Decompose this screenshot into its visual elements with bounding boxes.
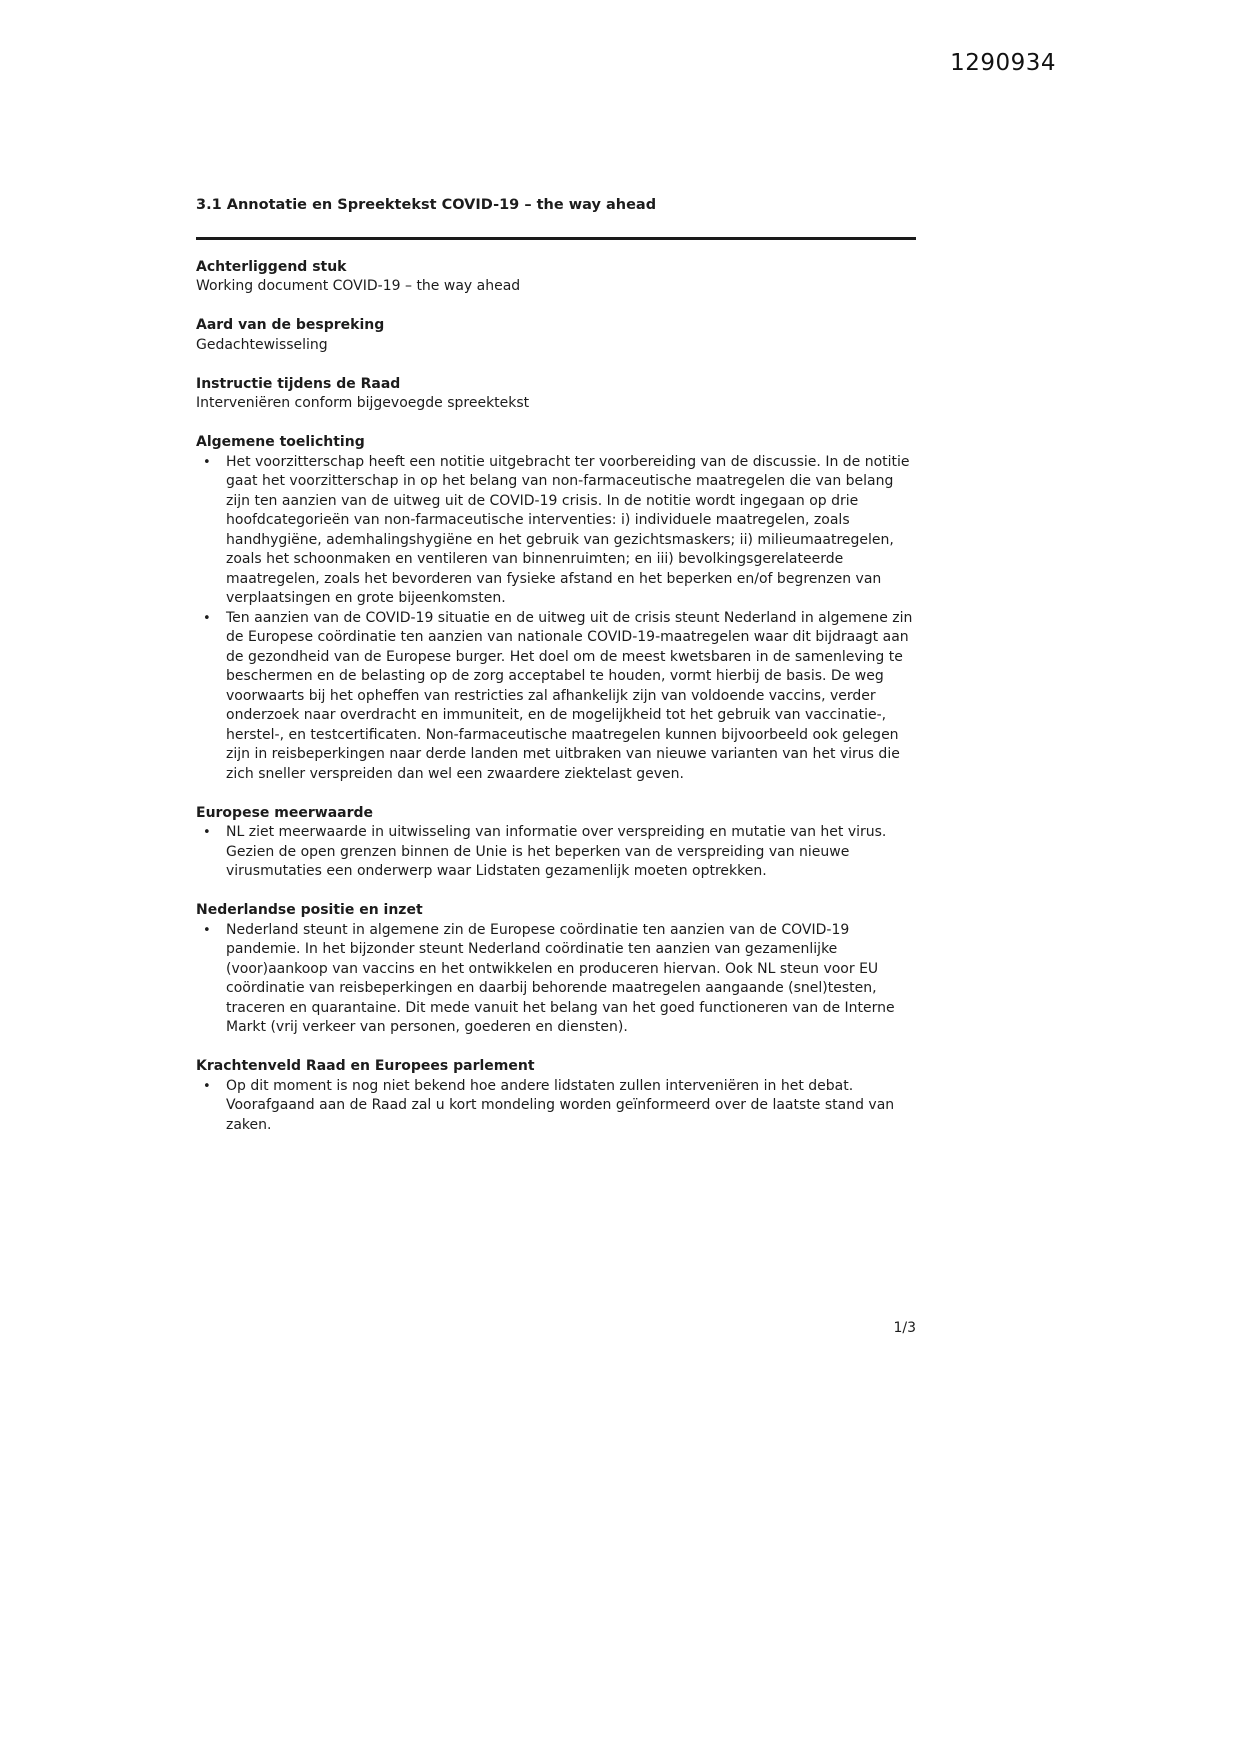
section-krachtenveld-raad-en-europees-parlement [196, 1057, 916, 1135]
list-item [196, 609, 916, 785]
list-item [196, 1077, 916, 1136]
section-body: Gedachtewisseling [196, 336, 328, 353]
bullet-list [196, 921, 916, 1038]
bullet-list [196, 1077, 916, 1136]
section-achterliggend-stuk [196, 258, 916, 297]
section-instructie-tijdens-de-raad [196, 375, 916, 414]
section-heading: Aard van de bespreking [196, 317, 385, 333]
bullet-text: Ten aanzien van de COVID-19 situatie en de uitweg uit de crisis steunt Nederland in algemene zin de Europese coördinatie ten aanzien van nationale COVID-19-maatregelen waar dit bijdraagt aan de gezondheid van de Europese burger. Het doel om de meest kwetsbaren in de samenleving te beschermen en de belasting op de zorg acceptabel te houden, vormt hierbij de basis. De weg voorwaarts bij het opheffen van restricties zal afhankelijk zijn van voldoende vaccins, verder onderzoek naar overdracht en immuniteit, en de mogelijkheid tot het gebruik van vaccinatie-, herstel-, en testcertificaten. Non-farmaceutische maatregelen kunnen bijvoorbeeld ook gelegen zijn in reisbeperkingen naar derde landen met uitbraken van nieuwe varianten van het virus die zich sneller verspreiden dan wel een zwaardere ziektelast geven. [226, 609, 913, 782]
bullet-text: Het voorzitterschap heeft een notitie uitgebracht ter voorbereiding van de discussie. In de notitie gaat het voorzitterschap in op het belang van non-farmaceutische maatregelen die van belang zijn ten aanzien van de uitweg uit de COVID-19 crisis. In de notitie wordt ingegaan op drie hoofdcategorieën van non-farmaceutische interventies: i) individuele maatregelen, zoals handhygiëne, ademhalingshygiëne en het gebruik van gezichtsmaskers; ii) milieumaatregelen, zoals het schoonmaken en ventileren van binnenruimten; en iii) bevolkingsgerelateerde maatregelen, zoals het bevorderen van fysieke afstand en het beperken en/of begrenzen van verplaatsingen en grote bijeenkomsten. [226, 453, 910, 606]
list-item [196, 921, 916, 1038]
section-heading: Nederlandse positie en inzet [196, 902, 423, 918]
bullet-icon: • [203, 922, 211, 938]
document-number: 1290934 [950, 50, 1056, 76]
section-nederlandse-positie-en-inzet [196, 901, 916, 1038]
document-content [196, 196, 916, 1135]
section-europese-meerwaarde [196, 804, 916, 882]
section-heading: Europese meerwaarde [196, 804, 374, 821]
bullet-icon: • [203, 1078, 211, 1094]
bullet-text: Nederland steunt in algemene zin de Europese coördinatie ten aanzien van de COVID-19 pandemie. In het bijzonder steunt Nederland coördinatie ten aanzien van gezamenlijke (voor)aankoop van vaccins en het ontwikkelen en produceren hiervan. Ook NL steun voor EU coördinatie van reisbeperkingen en daarbij behorende maatregelen aangaande (snel)testen, traceren en quarantaine. Dit mede vanuit het belang van het goed functioneren van de Interne Markt (vrij verkeer van personen, goederen en diensten). [226, 921, 895, 1035]
section-heading: Krachtenveld Raad en Europees parlement [196, 1058, 535, 1074]
section-algemene-toelichting [196, 433, 916, 784]
bullet-list [196, 453, 916, 785]
section-heading: Achterliggend stuk [196, 258, 347, 275]
bullet-icon: • [203, 454, 211, 470]
page-number: 1/3 [893, 1320, 916, 1336]
section-aard-van-de-bespreking [196, 316, 916, 355]
bullet-list [196, 823, 916, 882]
list-item [196, 823, 916, 882]
bullet-icon: • [203, 825, 211, 840]
section-body: Interveniëren conform bijgevoegde spreektekst [196, 395, 530, 411]
bullet-icon: • [203, 610, 211, 626]
bullet-text: NL ziet meerwaarde in uitwisseling van informatie over verspreiding en mutatie van het virus. Gezien de open grenzen binnen de Unie is het beperken van de verspreiding van nieuwe virusmutaties een onderwerp waar Lidstaten gezamenlijk moeten optrekken. [226, 824, 887, 879]
bullet-text: Op dit moment is nog niet bekend hoe andere lidstaten zullen interveniëren in het debat. Voorafgaand aan de Raad zal u kort mondeling worden geïnformeerd over de laatste stand van zaken. [226, 1077, 895, 1133]
list-item [196, 453, 916, 609]
title-divider [196, 237, 916, 240]
section-heading: Algemene toelichting [196, 434, 365, 450]
section-body: Working document COVID-19 – the way ahead [196, 278, 521, 294]
section-heading: Instructie tijdens de Raad [196, 375, 401, 392]
page-title: 3.1 Annotatie en Spreektekst COVID-19 – the way ahead [196, 197, 657, 213]
